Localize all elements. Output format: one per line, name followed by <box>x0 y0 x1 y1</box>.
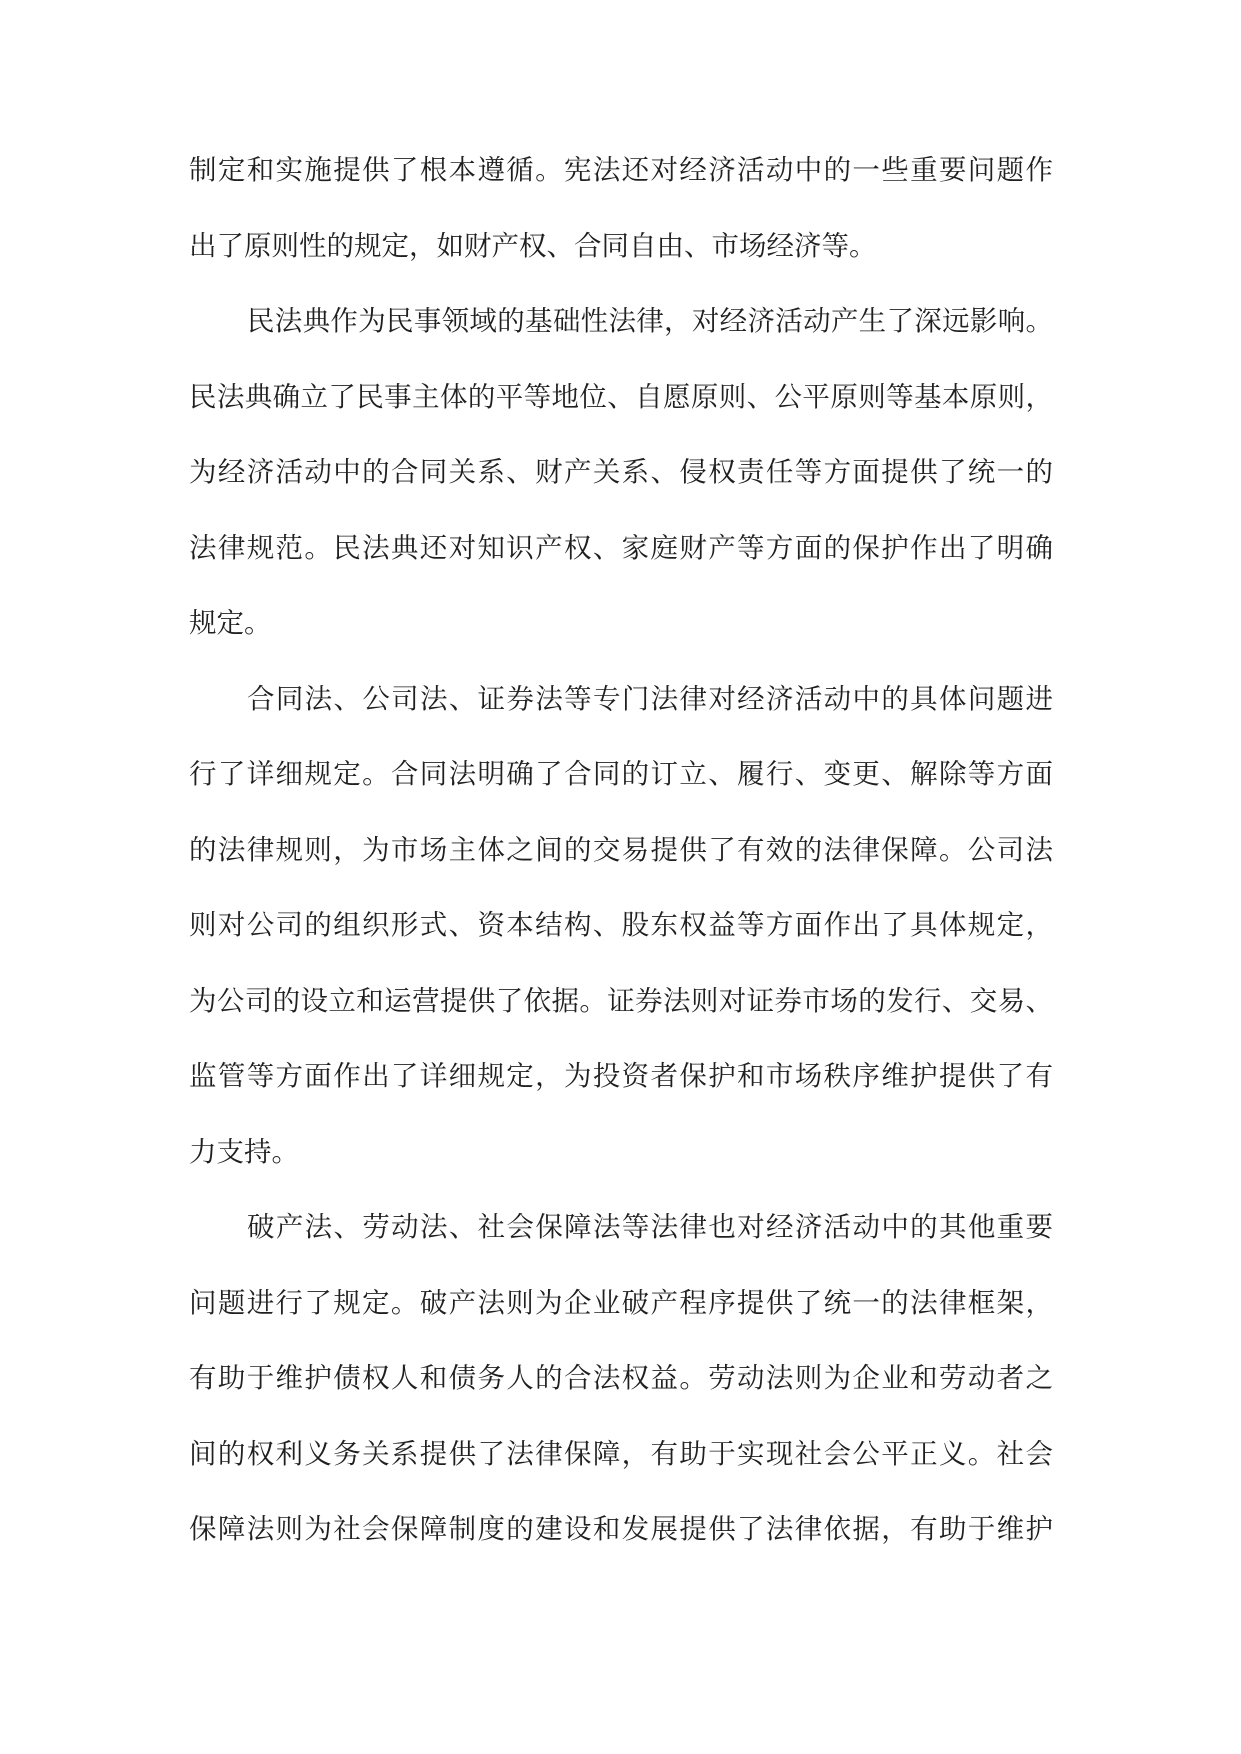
text-line: 保障法则为社会保障制度的建设和发展提供了法律依据，有助于维护 <box>189 1513 1053 1544</box>
text-line: 为公司的设立和运营提供了依据。证券法则对证券市场的发行、交易、 <box>189 984 1053 1016</box>
text-line: 行了详细规定。合同法明确了合同的订立、履行、变更、解除等方面 <box>189 758 1053 789</box>
text-line: 破产法、劳动法、社会保障法等法律也对经济活动中的其他重要 <box>247 1211 1053 1242</box>
paragraph-civil-code <box>189 283 1053 661</box>
text-line: 出了原则性的规定，如财产权、合同自由、市场经济等。 <box>189 229 877 261</box>
text-line: 民法典确立了民事主体的平等地位、自愿原则、公平原则等基本原则， <box>189 380 1053 412</box>
text-line: 的法律规则，为市场主体之间的交易提供了有效的法律保障。公司法 <box>189 833 1053 865</box>
text-line: 规定。 <box>189 607 272 638</box>
paragraph-special-laws <box>189 661 1053 1190</box>
text-line: 合同法、公司法、证券法等专门法律对经济活动中的具体问题进 <box>247 682 1053 714</box>
document-content <box>189 132 1053 1567</box>
paragraph-constitution-continued <box>189 132 1053 283</box>
text-line: 有助于维护债权人和债务人的合法权益。劳动法则为企业和劳动者之 <box>189 1362 1053 1393</box>
text-line: 间的权利义务关系提供了法律保障，有助于实现社会公平正义。社会 <box>189 1437 1053 1469</box>
text-line: 力支持。 <box>189 1135 299 1167</box>
text-line: 民法典作为民事领域的基础性法律，对经济活动产生了深远影响。 <box>247 305 1053 336</box>
text-line: 监管等方面作出了详细规定，为投资者保护和市场秩序维护提供了有 <box>189 1060 1053 1091</box>
text-line: 为经济活动中的合同关系、财产关系、侵权责任等方面提供了统一的 <box>189 456 1053 487</box>
text-line: 制定和实施提供了根本遵循。宪法还对经济活动中的一些重要问题作 <box>189 154 1053 185</box>
text-line: 问题进行了规定。破产法则为企业破产程序提供了统一的法律框架， <box>189 1286 1053 1318</box>
text-line: 则对公司的组织形式、资本结构、股东权益等方面作出了具体规定， <box>189 909 1053 940</box>
text-line: 法律规范。民法典还对知识产权、家庭财产等方面的保护作出了明确 <box>189 531 1053 563</box>
paragraph-other-laws <box>189 1189 1053 1567</box>
